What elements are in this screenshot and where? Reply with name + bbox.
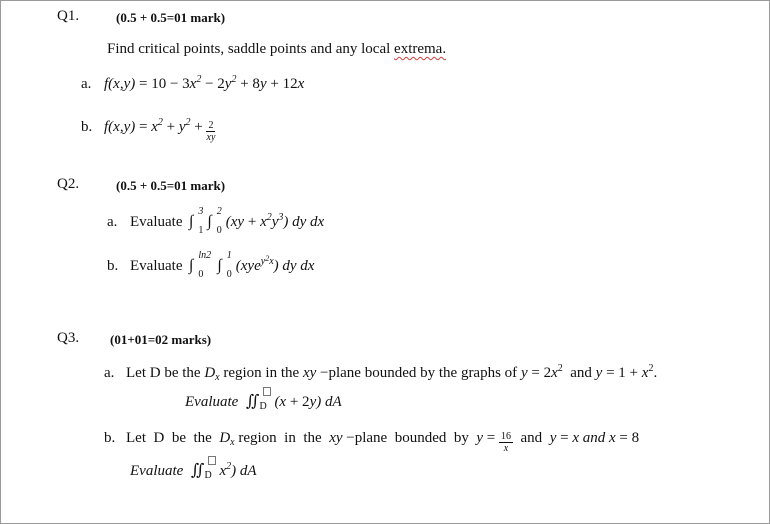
q2-number: Q2. [57, 176, 80, 192]
q2-marks: (0.5 + 0.5=01 mark) [116, 178, 226, 193]
q3b-text: Let D be the $D_x$ region in the xy −plane bounded by y = $\frac{16}{x}$ and y = x and x = 8 [126, 430, 640, 454]
q1-instruction-start: Find critical points, saddle points and any local [107, 41, 391, 57]
q1b-expression: $f(x,y) = x^2 + y^2$ + $\frac{2}{xy}$ [104, 117, 216, 143]
q2b-label: b. [107, 258, 119, 274]
q1-instruction-end: extrema. [394, 41, 447, 57]
q1-instruction [107, 41, 446, 58]
q2a-label: a. [107, 214, 118, 230]
q3b-evaluate-word: Evaluate [130, 463, 184, 479]
q3b-label: b. [104, 430, 116, 446]
q2b-word: Evaluate [130, 258, 183, 274]
q2b-expression: ∫ ln2 0 ∫ 1 0 (xye$^{y^2x}$) dy dx [189, 250, 315, 280]
q1a-label: a. [81, 76, 92, 92]
q3a-label: a. [104, 365, 115, 381]
q3a-text: Let D be the $D_x$ region in the xy −plane bounded by the graphs of $y = 2x^2$ and $y = 1 + x^2$. [126, 363, 658, 383]
placeholder-box-icon [208, 456, 216, 465]
q3-marks: (01+01=02 marks) [110, 332, 212, 347]
q3-number: Q3. [57, 330, 80, 346]
q1-number: Q1. [57, 8, 80, 24]
q1-marks: (0.5 + 0.5=01 mark) [116, 10, 226, 25]
q3a-evaluate: Evaluate $∬_D$ (x + 2y) dA [185, 387, 342, 411]
q3a-evaluate-word: Evaluate [185, 394, 239, 410]
q2a-word: Evaluate [130, 214, 183, 230]
q1b-label: b. [81, 119, 93, 135]
q2a-expression: ∫ 3 1 ∫ 2 0 $(xy + x^2y^3)$ dy dx [189, 206, 325, 236]
q3b-evaluate: Evaluate $∬_D$ $x^2$) dA [130, 456, 257, 480]
placeholder-box-icon [263, 387, 271, 396]
q1a-expression: $f(x,y) = 10 - 3x^2 - 2y^2 + 8y + 12x$ [104, 74, 305, 92]
